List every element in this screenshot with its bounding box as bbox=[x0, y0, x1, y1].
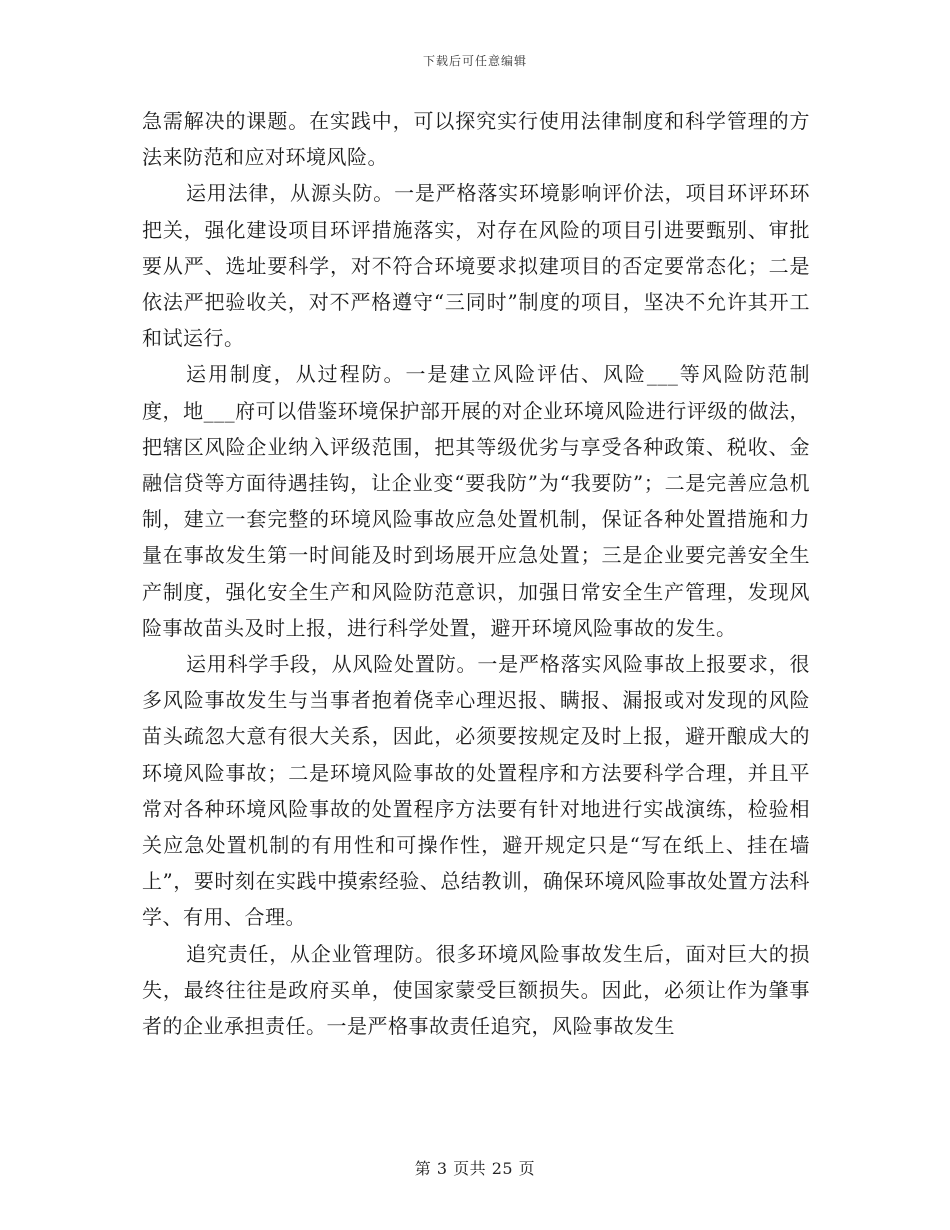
page-number-footer: 第 3 页共 25 页 bbox=[414, 1159, 536, 1178]
paragraph-responsibility-enterprise: 追究责任，从企业管理防。很多环境风险事故发生后，面对巨大的损失，最终往往是政府买单，使国家蒙受巨额损失。因此，必须让作为肇事者的企业承担责任。一是严格事故责任追究，风险事故发生 bbox=[142, 941, 810, 1039]
paragraph-continuation: 急需解决的课题。在实践中，可以探究实行使用法律制度和科学管理的方法来防范和应对环境风险。 bbox=[142, 109, 810, 170]
paragraph-law-source-prevention: 运用法律，从源头防。一是严格落实环境影响评价法，项目环评环环把关，强化建设项目环评措施落实，对存在风险的项目引进要甄别、审批要从严、选址要科学，对不符合环境要求拟建项目的否定要常态化；二是依法严把验收关，对不严格遵守“三同时”制度的项目，坚决不允许其开工和试运行。 bbox=[142, 181, 810, 351]
page-header: 下载后可任意编辑 bbox=[422, 54, 527, 68]
document-body bbox=[142, 103, 810, 1044]
paragraph-science-risk-handling: 运用科学手段，从风险处置防。一是严格落实风险事故上报要求，很多风险事故发生与当事者抱着侥幸心理迟报、瞒报、漏报或对发现的风险苗头疏忽大意有很大关系，因此，必须要按规定及时上报，避开酿成大的环境风险事故；二是环境风险事故的处置程序和方法要科学合理，并且平常对各种环境风险事故的处置程序方法要有针对地进行实战演练，检验相关应急处置机制的有用性和可操作性，避开规定只是“写在纸上、挂在墙上”，要时刻在实践中摸索经验、总结教训，确保环境风险事故处置方法科学、有用、合理。 bbox=[142, 652, 810, 930]
paragraph-system-process-prevention: 运用制度，从过程防。一是建立风险评估、风险___等风险防范制度，地___府可以借鉴环境保护部开展的对企业环境风险进行评级的做法，把辖区风险企业纳入评级范围，把其等级优劣与享受各种政策、税收、金融信贷等方面待遇挂钩，让企业变“要我防”为“我要防”；二是完善应急机制，建立一套完整的环境风险事故应急处置机制，保证各种处置措施和力量在事故发生第一时间能及时到场展开应急处置；三是企业要完善安全生产制度，强化安全生产和风险防范意识，加强日常安全生产管理，发现风险事故苗头及时上报，进行科学处置，避开环境风险事故的发生。 bbox=[142, 362, 810, 640]
